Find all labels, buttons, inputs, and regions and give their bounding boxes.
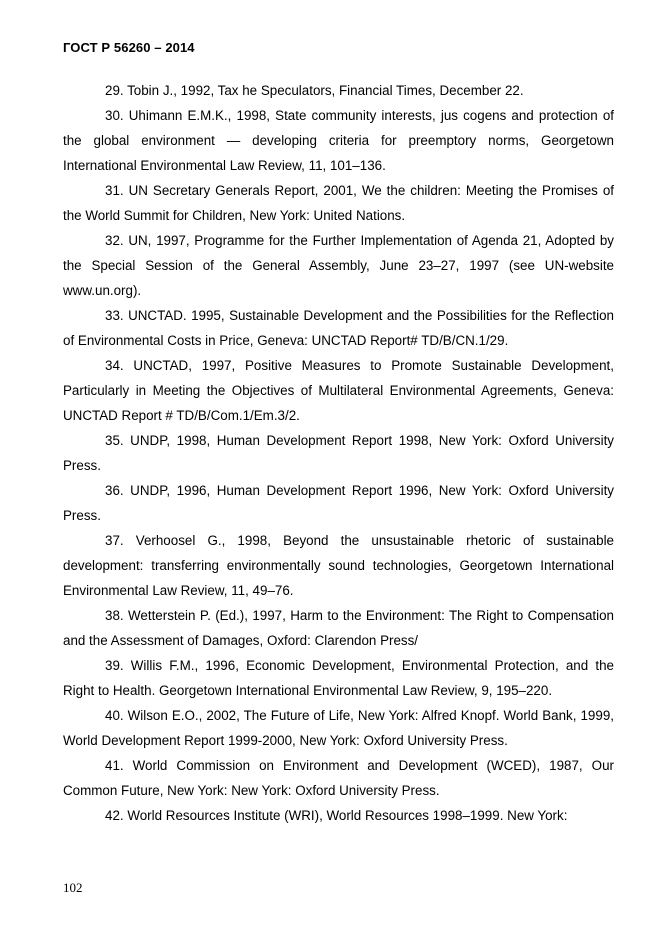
reference-item-35: 35. UNDP, 1998, Human Development Report 1998, New York: Oxford University Press. bbox=[63, 433, 614, 473]
reference-item-31: 31. UN Secretary Generals Report, 2001, We the children: Meeting the Promises of the World Summit for Children, New York: United Nations. bbox=[63, 183, 614, 223]
reference-item-33: 33. UNCTAD. 1995, Sustainable Development and the Possibilities for the Reflection of Environmental Costs in Price, Geneva: UNCTAD Report# TD/B/CN.1/29. bbox=[63, 308, 614, 348]
reference-item-34: 34. UNCTAD, 1997, Positive Measures to Promote Sustainable Development, Particularly in Meeting the Objectives of Multilateral Environmental Agreements, Geneva: UNCTAD Report # TD/B/Com.1/Em.3/2. bbox=[63, 358, 614, 423]
reference-item-37: 37. Verhoosel G., 1998, Beyond the unsustainable rhetoric of sustainable development: transferring environmentally sound technologies, Georgetown International Environmental Law Review, 11, 49–76. bbox=[63, 533, 614, 598]
document-header: ГОСТ Р 56260 – 2014 bbox=[63, 40, 195, 55]
reference-item-32: 32. UN, 1997, Programme for the Further Implementation of Agenda 21, Adopted by the Special Session of the General Assembly, June 23–27, 1997 (see UN-website www.un.org). bbox=[63, 233, 614, 298]
reference-item-29: 29. Tobin J., 1992, Tax he Speculators, Financial Times, December 22. bbox=[105, 83, 524, 98]
reference-item-41: 41. World Commission on Environment and Development (WCED), 1987, Our Common Future, New York: New York: Oxford University Press. bbox=[63, 758, 614, 798]
reference-item-42: 42. World Resources Institute (WRI), World Resources 1998–1999. New York: bbox=[105, 808, 568, 823]
reference-item-30: 30. Uhimann E.M.K., 1998, State community interests, jus cogens and protection of the global environment — developing criteria for preemptory norms, Georgetown International Environmental Law Review, 11, 101–136. bbox=[63, 108, 614, 173]
reference-list bbox=[63, 78, 614, 828]
reference-item-38: 38. Wetterstein P. (Ed.), 1997, Harm to the Environment: The Right to Compensation and the Assessment of Damages, Oxford: Clarendon Press/ bbox=[63, 608, 614, 648]
reference-item-36: 36. UNDP, 1996, Human Development Report 1996, New York: Oxford University Press. bbox=[63, 483, 614, 523]
page-number: 102 bbox=[63, 880, 83, 895]
reference-item-40: 40. Wilson E.O., 2002, The Future of Life, New York: Alfred Knopf. World Bank, 1999, World Development Report 1999-2000, New York: Oxford University Press. bbox=[63, 708, 614, 748]
reference-item-39: 39. Willis F.M., 1996, Economic Development, Environmental Protection, and the Right to Health. Georgetown International Environmental Law Review, 9, 195–220. bbox=[63, 658, 614, 698]
